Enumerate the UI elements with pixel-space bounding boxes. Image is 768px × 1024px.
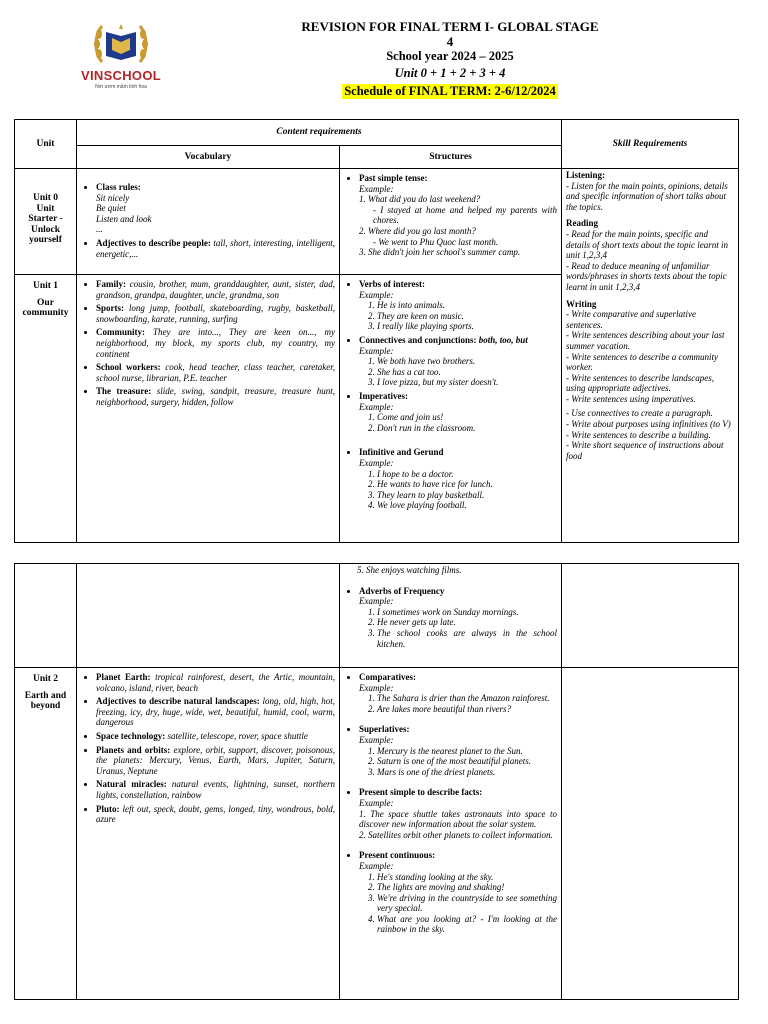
document-title: REVISION FOR FINAL TERM I- GLOBAL STAGE 4 bbox=[301, 19, 599, 49]
brand-tagline: Nơi ươm mầm tinh hoa bbox=[95, 84, 147, 90]
content-requirements-header: Content requirements bbox=[77, 120, 562, 146]
unit1-continued-vocab bbox=[77, 564, 340, 668]
unit0-vocabulary: • Class rules: Sit nicely Be quiet Listen and look ... • Adjectives to describe people: tall, short, interesting, intelligent, energetic,... bbox=[77, 169, 340, 275]
unit-column-header: Unit bbox=[15, 120, 77, 169]
unit0-structures: • Past simple tense: Example: 1. What did you do last weekend? - I stayed at home and helped my parents with chores. 2. Where did you go last month? - We went to Phu Quoc last month. 3. She didn't join her school's summer camp. bbox=[340, 169, 562, 275]
unit2-structures: • Comparatives: Example: 1. The Sahara is drier than the Amazon rainforest. 2. Are lakes more beautiful than rivers? • Superlatives: Example: 1. Mercury is the nearest planet to the Sun. 2. Saturn is one of the most beautiful planets. 3. Mars is one of the driest planets. • Present simple to describe facts: Example: 1. The space shuttle takes astronauts into space to discover new information about the solar system. 2. Satellites orbit other planets to collect information. • Present continuous: Example: 1. He's standing looking at the sky. 2. The lights are moving and shaking! 3. We're driving in the countryside to see something very special. 4. What are you looking at? - I'm looking at the rainbow in the sky. bbox=[340, 668, 562, 1000]
brand-name: VINSCHOOL bbox=[81, 68, 161, 83]
schedule-line: Schedule of FINAL TERM: 2-6/12/2024 bbox=[344, 84, 556, 98]
laurel-book-icon bbox=[92, 18, 150, 68]
revision-table-page2 bbox=[14, 563, 739, 1000]
revision-table-page1 bbox=[14, 119, 739, 543]
skill-requirements-header: Skill Requirements bbox=[562, 120, 739, 169]
unit0-name: Unit 0 Unit Starter - Unlock yourself bbox=[15, 169, 77, 275]
unit1-continued-structures: 5. She enjoys watching films. • Adverbs of Frequency Example: 1. I sometimes work on Sunday mornings. 2. He never gets up late. 3. The school cooks are always in the school kitchen. bbox=[340, 564, 562, 668]
unit2-vocabulary: • Planet Earth: tropical rainforest, desert, the Artic, mountain, volcano, island, river, beach • Adjectives to describe natural landscapes: long, old, high, hot, freezing, icy, dry, huge, wide, wet, beautiful, humid, cool, warm, dangerous • Space technology: satellite, telescope, rover, space shuttle • Planets and orbits: explore, orbit, support, discover, poisonous, the planets: Mercury, Venus, Earth, Mars, Jupiter, Saturn, Uranus, Neptune • Natural miracles: natural events, lightning, sunset, northern lights, constellation, rainbow • Pluto: left out, speck, doubt, gems, longed, tiny, wondrous, bold, azure bbox=[77, 668, 340, 1000]
structures-header: Structures bbox=[340, 146, 562, 169]
unit2-name: Unit 2 Earth and beyond bbox=[15, 668, 77, 1000]
unit2-skills bbox=[562, 668, 739, 1000]
skill-requirements: Listening: - Listen for the main points, opinions, details and specific information of short talks about the topics. Reading - Read for the main points, specific and details of short texts about the topic learnt in unit 1,2,3,4 - Read to deduce meaning of unfamiliar words/phrases in shorts texts about the topic learnt in unit 1,2,3,4 Writing - Write comparative and superlative sentences. - Write sentences describing about your last summer vacation. - Write sentences to describe a community worker. - Write sentences to describe landscapes, using appropriate adjectives. - Write sentences using imperatives. - Use connectives to create a paragraph. - Write about purposes using infinitives (to V) - Write sentences to describe a building. - Write short sequence of instructions about food bbox=[562, 169, 739, 543]
vinschool-logo bbox=[78, 18, 164, 96]
unit1-structures: • Verbs of interest: Example: 1. He is into animals. 2. They are keen on music. 3. I really like playing sports. • Connectives and conjunctions: both, too, but Example: 1. We both have two brothers. 2. She has a cat too. 3. I love pizza, but my sister doesn't. • Imperatives: Example: 1. Come and join us! 2. Don't run in the classroom. • Infinitive and Gerund Example: 1. I hope to be a doctor. 2. He wants to have rice for lunch. 3. They learn to play basketball. 4. We love playing football. bbox=[340, 275, 562, 543]
unit1-name: Unit 1 Our community bbox=[15, 275, 77, 543]
units-line: Unit 0 + 1 + 2 + 3 + 4 bbox=[394, 66, 506, 80]
unit1-vocabulary: • Family: cousin, brother, mum, granddaughter, aunt, sister, dad, grandson, grandpa, daughter, uncle, grandma, son • Sports: long jump, football, skateboarding, rugby, basketball, snowboarding, karate, running, surfing • Community: They are into..., They are keen on..., my neighborhood, my block, my sports club, my country, my continent • School workers: cook, head teacher, class teacher, caretaker, school nurse, librarian, P.E. teacher • The treasure: slide, swing, sandpit, treasure, treasure hunt, neighborhood, surgery, hidden, follow bbox=[77, 275, 340, 543]
unit1-continued-skills bbox=[562, 564, 739, 668]
document-header bbox=[300, 19, 600, 100]
vocabulary-header: Vocabulary bbox=[77, 146, 340, 169]
school-year: School year 2024 – 2025 bbox=[386, 49, 514, 63]
unit1-continued-unit bbox=[15, 564, 77, 668]
